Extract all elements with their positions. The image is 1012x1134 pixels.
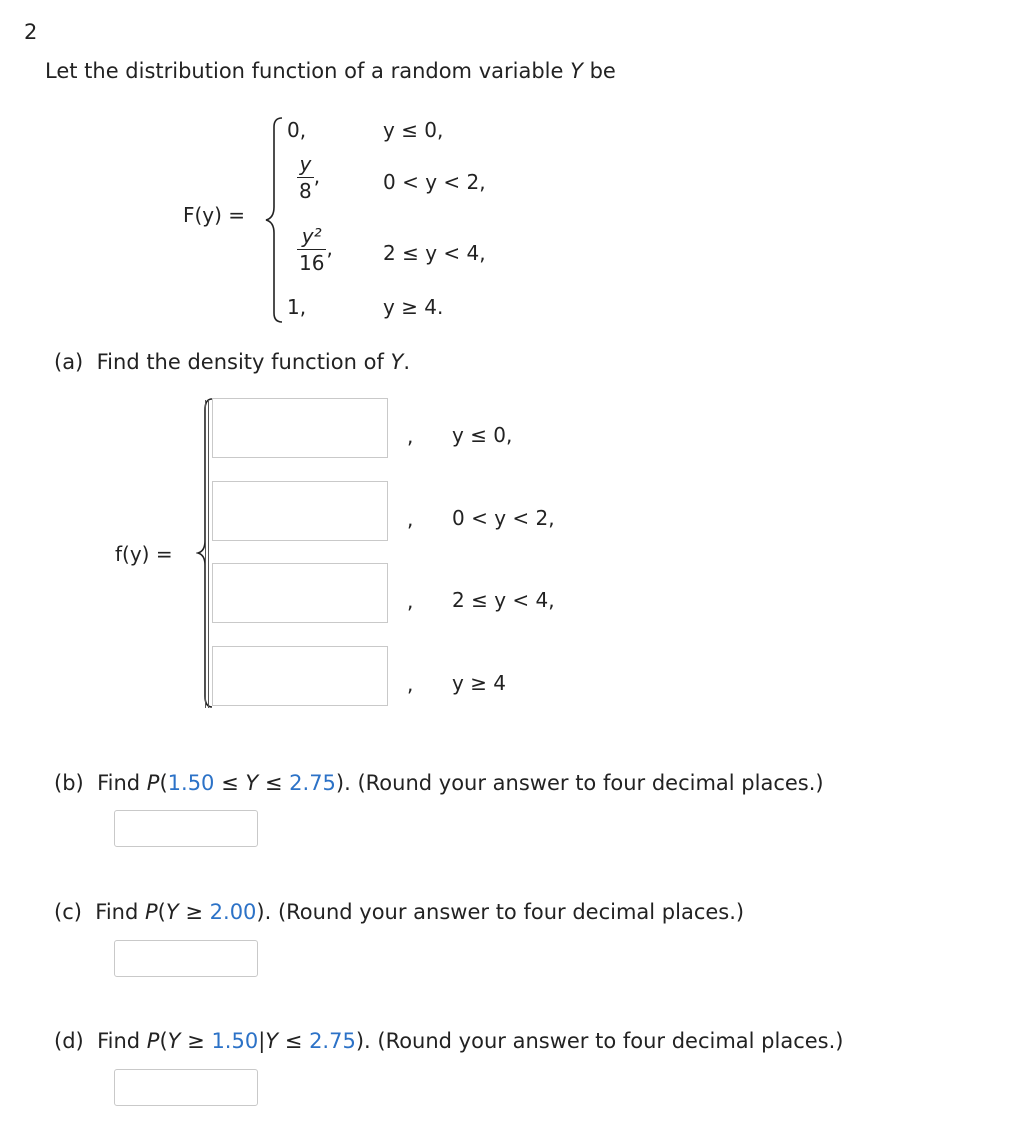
part-d-answer-input[interactable] <box>115 1070 257 1105</box>
part-d-label: (d) <box>54 1029 84 1053</box>
intro-text-main: Let the distribution function of a random variable <box>45 59 571 83</box>
cdf-case1-value: 0, <box>287 118 307 142</box>
part-b-p: P <box>146 771 160 795</box>
intro-var: Y <box>570 59 583 83</box>
part-c-open: ( <box>157 900 166 924</box>
cdf-case4-value: 1, <box>287 295 307 319</box>
cdf-case2-num: y <box>299 152 312 176</box>
density-input-2[interactable] <box>213 482 387 540</box>
cdf-case2-den: 8 <box>299 179 312 203</box>
part-d-p: P <box>146 1029 160 1053</box>
part-b-pre: Find <box>97 771 147 795</box>
part-d-mid2: ≤ <box>278 1029 310 1053</box>
part-b-label: (b) <box>54 771 84 795</box>
density-row1-comma: , <box>407 424 414 448</box>
cdf-case2-fraction <box>297 152 314 203</box>
density-input-4[interactable] <box>213 647 387 705</box>
part-c-a: 2.00 <box>209 900 257 924</box>
cdf-case2-trail: , <box>313 164 321 188</box>
part-b-answer-box[interactable] <box>114 810 258 847</box>
part-a-text: Find the density function of <box>96 350 391 374</box>
density-input-3[interactable] <box>213 564 387 622</box>
part-d-pre: Find <box>97 1029 147 1053</box>
part-c-label: (c) <box>54 900 82 924</box>
cdf-case3-trail: , <box>326 236 333 260</box>
density-row3-comma: , <box>407 589 414 613</box>
part-d-mid: ≥ <box>180 1029 212 1053</box>
cdf-case3-value <box>297 224 333 275</box>
part-b-b: 2.75 <box>289 771 336 795</box>
part-b-mid2: ≤ <box>258 771 290 795</box>
density-row4-comma: , <box>407 672 414 696</box>
density-row1-condition: y ≤ 0, <box>452 423 513 447</box>
cdf-case3-den: 16 <box>299 251 325 275</box>
part-b-close: ). (Round your answer to four decimal places.) <box>335 771 824 795</box>
part-d-var: Y <box>167 1029 181 1053</box>
part-d-bar: | <box>258 1029 266 1053</box>
part-d-close: ). (Round your answer to four decimal places.) <box>355 1029 844 1053</box>
part-c-close: ). (Round your answer to four decimal places.) <box>256 900 745 924</box>
part-c-var: Y <box>165 900 179 924</box>
cdf-case1-condition: y ≤ 0, <box>383 118 444 142</box>
density-input-1-box[interactable] <box>212 398 388 458</box>
part-d-a: 1.50 <box>211 1029 259 1053</box>
part-c-mid: ≥ <box>178 900 210 924</box>
part-b-var: Y <box>245 771 259 795</box>
intro-end: be <box>582 59 616 83</box>
density-row3-condition: 2 ≤ y < 4, <box>452 588 555 612</box>
part-b-mid: ≤ <box>214 771 246 795</box>
part-d-open: ( <box>159 1029 168 1053</box>
part-d-var2: Y <box>265 1029 279 1053</box>
density-row2-condition: 0 < y < 2, <box>452 506 555 530</box>
cdf-case2-condition: 0 < y < 2, <box>383 170 486 194</box>
density-row4-condition: y ≥ 4 <box>452 671 507 695</box>
density-input-4-box[interactable] <box>212 646 388 706</box>
part-a-label: (a) <box>54 350 84 374</box>
cdf-case2-value <box>297 152 320 203</box>
part-d-prompt <box>54 1029 844 1053</box>
part-b-answer-input[interactable] <box>115 811 257 846</box>
cdf-brace <box>262 115 284 325</box>
cdf-case3-num: y² <box>301 224 322 248</box>
part-a-var: Y <box>390 350 404 374</box>
part-c-answer-input[interactable] <box>115 941 257 976</box>
part-b-open: ( <box>159 771 168 795</box>
density-label: f(y) = <box>115 542 173 566</box>
part-b-prompt <box>54 771 824 795</box>
cdf-label: F(y) = <box>183 203 246 227</box>
cdf-case3-fraction <box>297 224 326 275</box>
part-d-b: 2.75 <box>309 1029 356 1053</box>
part-b-a: 1.50 <box>167 771 215 795</box>
cdf-case4-condition: y ≥ 4. <box>383 295 444 319</box>
intro-text <box>45 59 616 83</box>
part-a-prompt <box>54 350 410 374</box>
density-input-1[interactable] <box>213 399 387 457</box>
density-bracket-bar <box>205 400 209 708</box>
part-a-end: . <box>403 350 411 374</box>
part-c-prompt <box>54 900 744 924</box>
part-d-answer-box[interactable] <box>114 1069 258 1106</box>
density-input-2-box[interactable] <box>212 481 388 541</box>
part-c-p: P <box>145 900 158 924</box>
density-input-3-box[interactable] <box>212 563 388 623</box>
density-row2-comma: , <box>407 507 414 531</box>
cdf-case3-condition: 2 ≤ y < 4, <box>383 241 486 265</box>
part-c-pre: Find <box>95 900 145 924</box>
question-number: 2 <box>24 20 38 44</box>
part-c-answer-box[interactable] <box>114 940 258 977</box>
